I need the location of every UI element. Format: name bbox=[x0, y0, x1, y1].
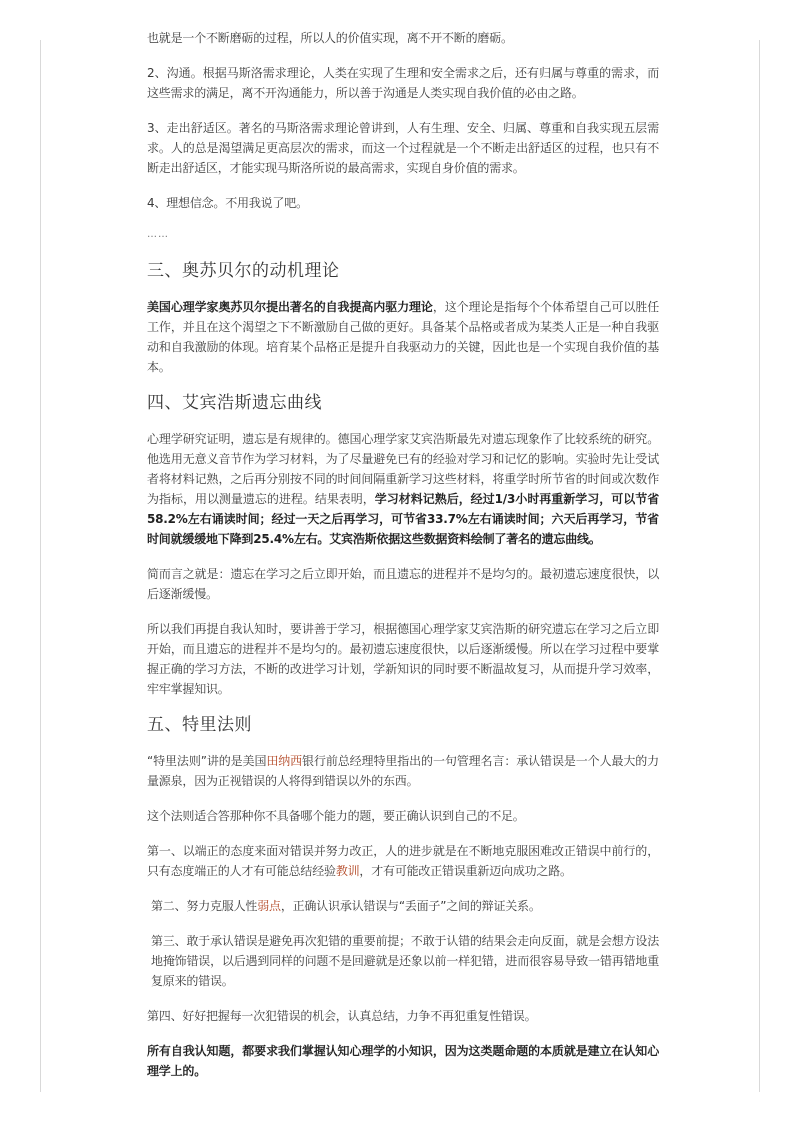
paragraph: 第四、好好把握每一次犯错误的机会，认真总结，力争不再犯重复性错误。 bbox=[147, 1009, 537, 1023]
text: 银行前总经理特里指出的一句管理名言：承认错误是一个人最大的力量源泉，因为正视错误的人将得到错误以外的东西。 bbox=[147, 754, 659, 788]
bold-text: 所有自我认知题，都要求我们掌握认知心理学的小知识，因为这类题命题的本质就是建立在认知心理学上的。 bbox=[147, 1044, 659, 1078]
text: ，这个理论是指每个个体希望自己可以胜任工作，并且在这个渴望之下不断激励自己做的更好。具备某个品格或者成为某类人正是一种自我驱动和自我激励的体现。培育某个品格正是提升自我驱动力的关键，因此也是一个实现自我价值的基本。 bbox=[147, 300, 659, 374]
paragraph bbox=[147, 841, 659, 881]
text: ，正确认识承认错误与“丢面子”之间的辩证关系。 bbox=[280, 899, 541, 913]
bold-text: 学习材料记熟后，经过1/3小时再重新学习，可以节省58.2%左右诵读时间；经过一天之后再学习，可节省33.7%左右诵读时间；六天后再学习，节省时间就缓缓地下降到25.4%左右。艾宾浩斯依据这些数据资料绘制了著名的遗忘曲线。 bbox=[147, 492, 659, 546]
paragraph: 4、理想信念。不用我说了吧。 bbox=[147, 196, 308, 210]
text: 第一、以端正的态度来面对错误并努力改正，人的进步就是在不断地克服困难改正错误中前行的，只有态度端正的人才有可能总结经验 bbox=[147, 844, 659, 878]
paragraph: 所以我们再提自我认知时，要讲善于学习，根据德国心理学家艾宾浩斯的研究遗忘在学习之后立即开始，而且遗忘的进程并不是均匀的。最初遗忘速度很快，以后逐渐缓慢。所以在学习过程中要掌握正确的学习方法，不断的改进学习计划，学新知识的同时要不断温故复习，从而提升学习效率，牢牢掌握知识。 bbox=[147, 622, 659, 696]
paragraph bbox=[147, 429, 659, 549]
link-lesson[interactable]: 教训 bbox=[335, 864, 360, 878]
section-heading: 五、特里法则 bbox=[147, 715, 252, 735]
ellipsis: …… bbox=[147, 229, 169, 240]
section-heading: 四、艾宾浩斯遗忘曲线 bbox=[147, 393, 322, 413]
paragraph: 也就是一个不断磨砺的过程，所以人的价值实现，离不开不断的磨砺。 bbox=[147, 31, 513, 45]
paragraph bbox=[147, 1041, 659, 1081]
paragraph: 3、走出舒适区。著名的马斯洛需求理论曾讲到，人有生理、安全、归属、尊重和自我实现五层需求。人的总是渴望满足更高层次的需求，而这一个过程就是一个不断走出舒适区的过程，也只有不断走出舒适区，才能实现马斯洛所说的最高需求，实现自身价值的需求。 bbox=[147, 121, 659, 175]
paragraph: 这个法则适合答那种你不具备哪个能力的题，要正确认识到自己的不足。 bbox=[147, 809, 525, 823]
text: “特里法则”讲的是美国 bbox=[147, 754, 267, 768]
link-weakness[interactable]: 弱点 bbox=[257, 899, 281, 913]
bold-text: 美国心理学家奥苏贝尔提出著名的自我提高内驱力理论 bbox=[147, 300, 433, 314]
paragraph bbox=[147, 751, 659, 791]
text: 心理学研究证明，遗忘是有规律的。德国心理学家艾宾浩斯最先对遗忘现象作了比较系统的研究。他选用无意义音节作为学习材料，为了尽量避免已有的经验对学习和记忆的影响。实验时先让受试者将材料记熟，之后再分别按不同的时间间隔重新学习这些材料，将重学时所节省的时间或次数作为指标，用以测量遗忘的进程。结果表明， bbox=[147, 432, 659, 506]
paragraph bbox=[147, 896, 659, 916]
link-tennessee[interactable]: 田纳西 bbox=[266, 754, 303, 768]
page-border-right bbox=[759, 40, 760, 1092]
paragraph: 2、沟通。根据马斯洛需求理论，人类在实现了生理和安全需求之后，还有归属与尊重的需求，而这些需求的满足，离不开沟通能力，所以善于沟通是人类实现自我价值的必由之路。 bbox=[147, 66, 659, 100]
page-border-left bbox=[40, 40, 41, 1092]
paragraph: 第三、敢于承认错误是避免再次犯错的重要前提；不敢于认错的结果会走向反面，就是会想方设法地掩饰错误，以后遇到同样的问题不是回避就是还象以前一样犯错，进而很容易导致一错再错地重复原来的错误。 bbox=[151, 934, 659, 988]
paragraph bbox=[147, 297, 659, 377]
section-heading: 三、奥苏贝尔的动机理论 bbox=[147, 261, 340, 281]
text: 第二、努力克服人性 bbox=[151, 899, 258, 913]
paragraph: 简而言之就是：遗忘在学习之后立即开始，而且遗忘的进程并不是均匀的。最初遗忘速度很快，以后逐渐缓慢。 bbox=[147, 567, 659, 601]
text: ，才有可能改正错误重新迈向成功之路。 bbox=[359, 864, 572, 878]
article-body bbox=[147, 28, 659, 1081]
